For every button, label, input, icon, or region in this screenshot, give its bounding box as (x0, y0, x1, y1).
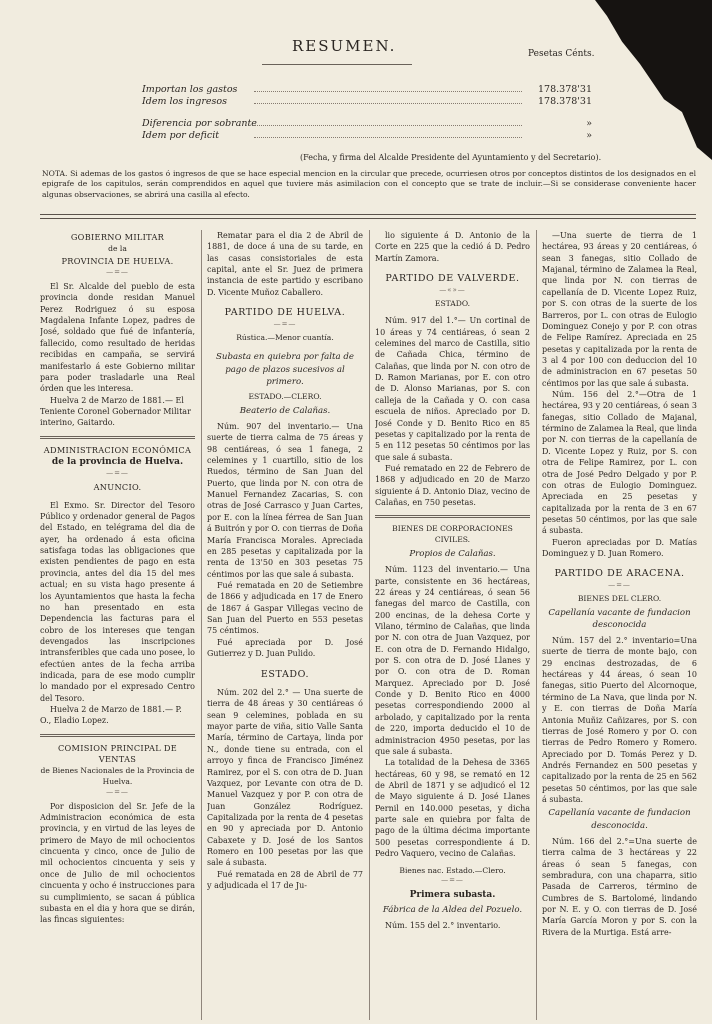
capellania-heading: Capellanía vacante de fundacion desconocida. (548, 808, 691, 831)
partido-heading: PARTIDO DE VALVERDE. (385, 273, 520, 285)
ornament: —=— (106, 268, 129, 277)
section-rule (40, 436, 195, 439)
leader-dots (254, 103, 522, 104)
partido-heading: PARTIDO DE ARACENA. (554, 568, 685, 580)
article-text: Núm. 166 del 2.°=Una suerte de tierra calma de 3 hectáreas y 22 áreas ó sean 5 fanegas, con sembradura, con una chaparra, sitio Pasada de Carreros, término de Cumbres de S. Bartolomé, lindando por N. E. y O. con tierras de D. José María García Moron y por S. con la Rivera de la Murtiga. Está arre- (542, 836, 697, 937)
ornament: —=— (441, 876, 464, 885)
summary-row (142, 130, 592, 142)
column-rule (369, 230, 370, 1020)
propios-heading: Propios de Calañas. (409, 548, 496, 559)
article-text: Fueron apreciadas por D. Matías Dominguez y D. Juan Romero. (542, 537, 697, 559)
article-text: Núm. 907 del inventario.— Una suerte de tierra calma de 75 áreas y 98 centiáreas, ó sea 1 fanega, 2 celemines y 1 cuartillo, sitio de los Ruedos, término de San Juan del Puerto, que linda por N. con otra de Manuel Fernandez Zacarias, S. con otras de José Carrasco y Juan Cartes, por E. con la línea férrea de San Juan á Buitrón y por O. con tierras de Doña María Francisca Morales. Apreciada en 285 pesetas y capitalizada por la renta de 13'50 en 303 pesetas 75 céntimos por las que sale á subasta. (207, 421, 363, 579)
article-text: Fué apreciada por D. José Gutierrez y D. Juan Pulido. (207, 637, 363, 659)
article-text: Núm. 202 del 2.° — Una suerte de tierra de 48 áreas y 30 centiáreas ó sean 9 celemines, poblada en su mayor parte de viña, sitio Valle Santa María, término de Cartaya, linda por N., donde tiene su entrada, con el arroyo y finca de Francisco Jiménez Ramirez, por el S. con otra de D. Juan Vazquez, por Levante con otra de D. Manuel Vazquez y por P. con otra de Juan González Rodríguez. Capitalizada por la renta de 4 pesetas en 90 y apreciada por D. Antonio Cabaxete y D. José de los Santos Romero en 100 pesetas por las que sale á subasta. (207, 687, 363, 868)
title-rule (262, 64, 412, 65)
section-subheading: Rústica.—Menor cuantía. (236, 332, 334, 342)
estado-heading: ESTADO. (434, 298, 471, 308)
section-subheading: de la provincia de Huelva. (51, 457, 184, 468)
article-text: El Exmo. Sr. Director del Tesoro Público y ordenador general de Pagos del Estado, en telégrama del dia de ayer, ha ordenado á esta oficina satisfaga todas las obligaciones que existen pendientes de pago en esta provincia, antes del dia 15 del mes actual; en su vista hago presente á los Ayuntamientos que hasta la fecha no han presentado en esta Dependencia las facturas para el cobro de los intereses que tengan devengados las inscripciones intransferibles que cada uno posee, lo efectúen antes de la fecha arriba indicada, para de ese modo cumplir lo mandado por el expresado Centro del Tesoro. (40, 500, 195, 703)
section-rule (40, 734, 195, 737)
header-rule (40, 214, 696, 215)
section-heading: COMISION PRINCIPAL DE VENTAS (57, 742, 178, 765)
column-2 (207, 230, 363, 1020)
estado-heading: ESTADO. (260, 668, 310, 680)
summary-value: » (586, 130, 592, 141)
section-subheading: de la (108, 243, 127, 253)
column-rule (201, 230, 202, 1020)
primera-subasta-heading: Primera subasta. (409, 890, 496, 901)
partido-heading: PARTIDO DE HUELVA. (224, 307, 346, 319)
ornament: —=— (273, 319, 297, 328)
article-text: Núm. 1123 del inventario.— Una parte, consistente en 36 hectáreas, 22 áreas y 24 centiáreas, ó sean 56 fanegas del marco de Castilla, con 200 encinas, de la dehesa Corte y Vilano, término de Calañas, que linda por N. con otra de Juan Vazquez, por E. con otra de D. Fernando Hidalgo, por S. con otra de D. José Llanes y por O. con otra de D. Roman Marquez. Apreciado por D. José Conde y D. Benito Rico en 4000 pesetas correspondiendo 2000 al arbolado, y capitalizado por la renta de 220, importa deducido el 10 de administracion 4950 pesetas, por las que sale á subasta. (375, 565, 530, 756)
article-text: Núm. 155 del 2.° inventario. (385, 921, 501, 931)
article-text: Rematar para el dia 2 de Abril de 1881, de doce á una de su tarde, en las casas consistoriales de esta capital, ante el Sr. Juez de primera instancia de este partido y escribano D. Vicente Muñoz Caballero. (207, 231, 363, 297)
header-rule (40, 218, 696, 219)
capellania-heading: Capellanía vacante de fundacion desconocida (548, 607, 691, 630)
article-text: Núm. 157 del 2.° inventario=Una suerte de tierra de monte bajo, con 29 encinas destrozadas, de 6 hectáreas y 44 áreas, ó sean 10 fanegas, sitio Puerto del Alcornoque, término de La Nava, que linda por N. y E. con tierras de Doña María Antonia Muñiz Cañizares, por S. con tierras de José Romero y por O. con tierras de Pedro Romero y Romero. Apreciado por D. Tomás Perez y D. Andrés Fernandez en 500 pesetas y capitalizado por la renta de 25 en 562 pesetas 50 céntimos, por las que sale á subasta. (542, 636, 697, 805)
nota-paragraph: NOTA. Si ademas de los gastos ó ingresos de que se hace especial mencion en la circular que precede, ocurriesen otros por conceptos distintos de los designados en el epigrafe de los capitulos, serán comprendidos en aquel que tuviere más asimilacion con el concepto que se trate de incluir.—Si se considerase conveniente hacer algunas observaciones, se abrirá una casilla al efecto. (42, 169, 696, 199)
summary-row (142, 96, 592, 108)
ornament: —«»— (439, 285, 466, 294)
article-text: La totalidad de la Dehesa de 3365 hectáreas, 60 y 98, se remató en 12 de Abril de 1871 y se adjudicó el 12 de Mayo siguiente á D. José Llanes Pernil en 140.000 pesetas, y dicha parte sale en quiebra por falta de pago de la última décima importante 500 pesetas correspondiente á D. Pedro Vaquero, vecino de Calañas. (375, 758, 530, 859)
signature: Huelva 2 de Marzo de 1881.— P. O., Eladio Lopez. (40, 705, 182, 726)
article-text: Fué rematada en 28 de Abril de 77 y adjudicada el 17 de Ju- (207, 869, 363, 891)
ornament: —=— (608, 580, 631, 589)
article-text: Núm. 156 del 2.°—Otra de 1 hectárea, 93 y 20 centiáreas, ó sean 3 fanegas, sitio Collado de Majanal, término de Zalamea la Real, que linda por N. con tierras de la capellanía de D. Vicente Lopez y Ruiz, por S. con otra de Felipe Ramirez, por L. con otra de José Pedro Delgado y por P. con otras de Eulogio Dominguez. Apreciada en 25 pesetas y capitalizada por la renta de 3 en 67 pesetas 50 céntimos, por las que sale á subasta. (542, 390, 697, 536)
section-subheading: BIENES DE CORPORACIONES CIVILES. (392, 524, 513, 545)
summary-label: Diferencia por sobrante (142, 118, 257, 129)
summary-value: 178.378'31 (538, 96, 592, 107)
section-subheading: BIENES DEL CLERO. (577, 593, 662, 603)
beaterio-heading: Beaterio de Calañas. (239, 405, 331, 416)
summary-row (142, 118, 592, 130)
article-text: El Sr. Alcalde del pueblo de esta provincia donde residan Manuel Perez Rodriguez ó su esposa Magdalena Infante Lopez, padres de José, soldado que fué de infantería, fallecido, como resultado de heridas recibidas en campaña, se servirá manifestarlo á este Gobierno militar para poder trasladarle una Real órden que les interesa. (40, 282, 195, 394)
leader-dots (254, 137, 522, 138)
article-text: Por disposicion del Sr. Jefe de la Administracion económica de esta provincia, y en virtud de las leyes de primero de Mayo de mil ochocientos cincuenta y cinco, once de Julio de mil ochocientos cincuenta y seis y once de Julio de mil ochocientos cincuenta y ocho é instrucciones para su cumplimiento, se sacan á pública subasta en el dia y hora que se dirán, las fincas siguientes: (40, 801, 195, 925)
ornament: —=— (106, 787, 129, 796)
article-text: —Una suerte de tierra de 1 hectárea, 93 áreas y 20 centiáreas, ó sean 3 fanegas, sitio Collado de Majanal, término de Zalamea la Real, que linda por N. con tierras de capellanía de D. Vicente Lopez Ruiz, por S. con otras de la suerte de los Barreros, por L. con otras de Eulogio Dominguez Conejo y por P. con otras de Felipe Ramírez. Apreciada en 25 pesetas y capitalizada por la renta de 3 al 4 por 100 con deduccion del 10 de administracion en 67 pesetas 50 céntimos por las que sale á subasta. (542, 231, 697, 388)
summary-label: Importan los gastos (142, 84, 238, 95)
column-1 (40, 230, 195, 1020)
section-subheading: PROVINCIA DE HUELVA. (61, 256, 174, 267)
article-text: lio siguiente á D. Antonio de la Corte en 225 que la cedió á D. Pedro Martín Zamora. (375, 231, 530, 263)
article-text: Núm. 917 del 1.°— Un cortinal de 10 áreas y 74 centiáreas, ó sean 2 celemines del marco de Castilla, sitio de Cañada Chica, término de Calañas, que linda por N. con otro de D. Ramon Marianas, por E. con otro de D. Alonso Marianas, por S. con calleja de la Cañada y O. con casa escuela de niños. Apreciado por D. José Conde y D. Benito Rico en 85 pesetas y capitalizado por la renta de 5 en 112 pesetas 50 céntimos por las que sale á subasta. (375, 316, 530, 462)
summary-value: 178.378'31 (538, 84, 592, 95)
signature-caption: (Fecha, y firma del Alcalde Presidente del Ayuntamiento y del Secretario). (300, 153, 602, 162)
column-heading: Pesetas Cénts. (528, 49, 595, 59)
summary-label: Idem los ingresos (142, 96, 228, 107)
section-rule (375, 515, 530, 518)
article-text: Fué rematado en 22 de Febrero de 1868 y adjudicado en 20 de Marzo siguiente á D. Antonio Diaz, vecino de Calañas, en 750 pesetas. (375, 463, 530, 508)
anuncio-heading: ANUNCIO. (93, 482, 142, 493)
summary-row (142, 84, 592, 96)
section-heading: GOBIERNO MILITAR (70, 232, 165, 242)
article-text: Fué rematada en 20 de Setiembre de 1866 y adjudicada en 17 de Enero de 1867 á Gaspar Villegas vecino de San Juan del Puerto en 553 pesetas 75 céntimos. (207, 580, 363, 636)
section-subheading: de Bienes Nacionales de la Provincia de Huelva. (40, 766, 195, 786)
fabrica-heading: Fábrica de la Aldea del Pozuelo. (382, 904, 523, 915)
leader-dots (254, 91, 522, 92)
ornament: —=— (106, 469, 129, 478)
section-subheading: ESTADO.—CLERO. (248, 391, 322, 401)
subasta-note: Subasta en quiebra por falta de pago de plazos sucesivos al primero. (216, 352, 354, 387)
section-heading: ADMINISTRACION ECONÓMICA (43, 444, 192, 455)
column-3 (375, 230, 530, 1020)
column-rule (536, 230, 537, 1020)
summary-label: Idem por deficit (142, 130, 220, 141)
section-subheading: Bienes nac. Estado.—Clero. (399, 865, 506, 875)
leader-dots (254, 125, 522, 126)
column-4 (542, 230, 697, 1020)
summary-value: » (586, 118, 592, 129)
page-title: RESUMEN. (292, 37, 397, 55)
signature: Huelva 2 de Marzo de 1881.— El Teniente Coronel Gobernador Militar interino, Gaitardo. (40, 395, 191, 428)
